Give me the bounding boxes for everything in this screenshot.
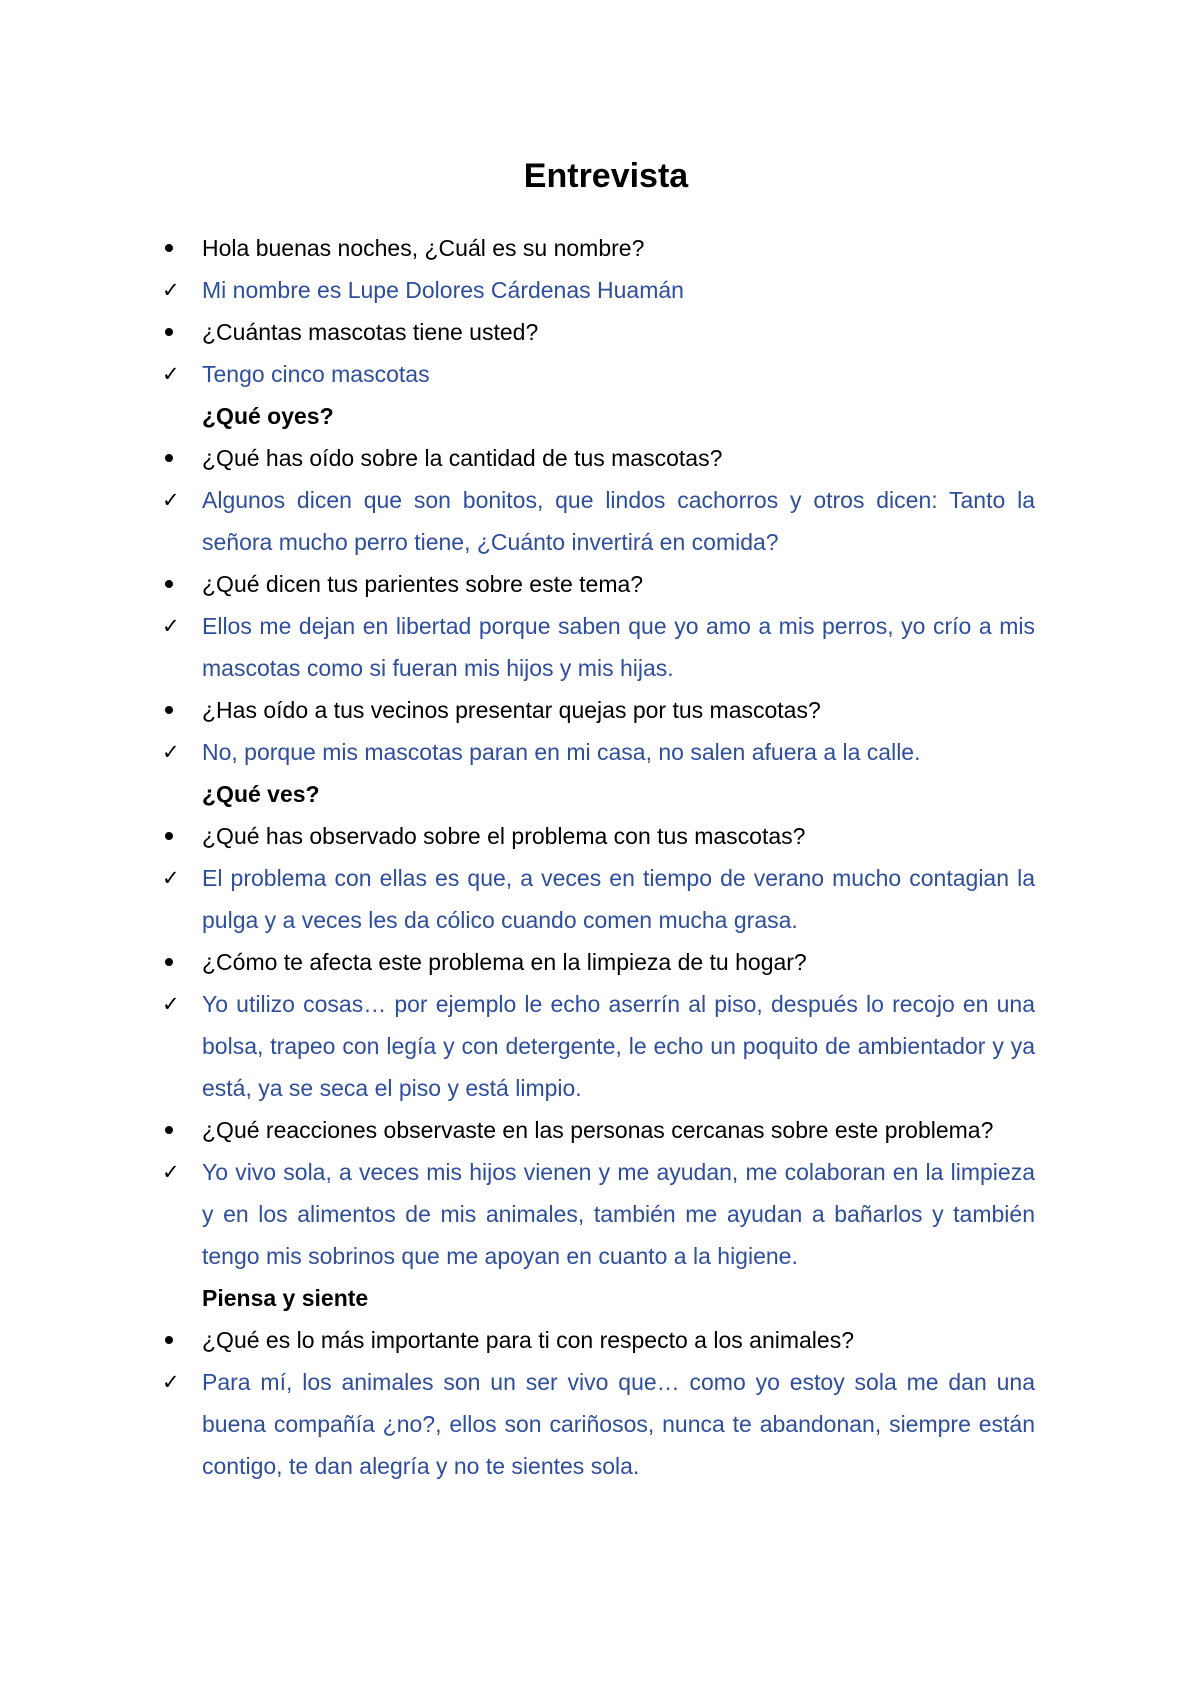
interview-question — [202, 227, 1035, 269]
bullet-icon — [164, 437, 188, 479]
interview-answer — [162, 731, 1035, 773]
item-text: ¿Qué has oído sobre la cantidad de tus mascotas? — [202, 445, 723, 471]
bullet-icon — [164, 227, 188, 269]
checkmark-icon: ✓ — [162, 1160, 180, 1184]
interview-answer — [162, 605, 1035, 689]
interview-question — [202, 815, 1035, 857]
bullet-icon — [164, 689, 188, 731]
interview-answer — [162, 479, 1035, 563]
interview-question — [202, 311, 1035, 353]
item-text: El problema con ellas es que, a veces en tiempo de verano mucho contagian la pulga y a veces les da cólico cuando comen mucha grasa. — [202, 865, 1035, 933]
item-text: ¿Cómo te afecta este problema en la limpieza de tu hogar? — [202, 949, 807, 975]
item-text: Tengo cinco mascotas — [202, 361, 430, 387]
interview-question — [202, 1319, 1035, 1361]
interview-answer — [162, 353, 1035, 395]
interview-list — [162, 227, 1035, 1487]
item-text: ¿Qué ves? — [202, 781, 320, 807]
interview-answer — [162, 1361, 1035, 1487]
item-text: Algunos dicen que son bonitos, que lindos cachorros y otros dicen: Tanto la señora mucho perro tiene, ¿Cuánto invertirá en comida? — [202, 487, 1035, 555]
checkmark-icon: ✓ — [162, 488, 180, 512]
checkmark-icon: ✓ — [162, 362, 180, 386]
item-text: Hola buenas noches, ¿Cuál es su nombre? — [202, 235, 645, 261]
interview-answer — [162, 269, 1035, 311]
section-heading — [202, 1277, 1035, 1319]
item-text: ¿Qué dicen tus parientes sobre este tema? — [202, 571, 644, 597]
document-title: Entrevista — [523, 157, 689, 195]
item-text: ¿Qué has observado sobre el problema con tus mascotas? — [202, 823, 806, 849]
bullet-icon — [164, 1319, 188, 1361]
item-text: ¿Has oído a tus vecinos presentar quejas por tus mascotas? — [202, 697, 821, 723]
bullet-icon — [164, 941, 188, 983]
bullet-icon — [164, 311, 188, 353]
item-text: Yo utilizo cosas… por ejemplo le echo aserrín al piso, después lo recojo en una bolsa, trapeo con legía y con detergente, le echo un poquito de ambientador y ya está, ya se seca el piso y está limpio. — [202, 991, 1035, 1101]
interview-question — [202, 563, 1035, 605]
item-text: Yo vivo sola, a veces mis hijos vienen y me ayudan, me colaboran en la limpieza y en los alimentos de mis animales, también me ayudan a bañarlos y también tengo mis sobrinos que me apoyan en cuanto a la higiene. — [202, 1159, 1035, 1269]
checkmark-icon: ✓ — [162, 278, 180, 302]
item-text: Para mí, los animales son un ser vivo que… como yo estoy sola me dan una buena compañía ¿no?, ellos son cariñosos, nunca te abandonan, siempre están contigo, te dan alegría y no te sientes sola. — [202, 1369, 1035, 1479]
bullet-icon — [164, 563, 188, 605]
bullet-icon — [164, 1109, 188, 1151]
section-heading — [202, 773, 1035, 815]
item-text: ¿Cuántas mascotas tiene usted? — [202, 319, 539, 345]
item-text: Mi nombre es Lupe Dolores Cárdenas Huamán — [202, 277, 684, 303]
interview-question — [202, 437, 1035, 479]
item-text: ¿Qué oyes? — [202, 403, 334, 429]
item-text: Piensa y siente — [202, 1285, 369, 1311]
item-text: Ellos me dejan en libertad porque saben que yo amo a mis perros, yo crío a mis mascotas como si fueran mis hijos y mis hijas. — [202, 613, 1035, 681]
checkmark-icon: ✓ — [162, 614, 180, 638]
checkmark-icon: ✓ — [162, 992, 180, 1016]
interview-answer — [162, 1151, 1035, 1277]
bullet-icon — [164, 815, 188, 857]
checkmark-icon: ✓ — [162, 740, 180, 764]
interview-answer — [162, 983, 1035, 1109]
interview-question — [202, 941, 1035, 983]
interview-question — [202, 689, 1035, 731]
checkmark-icon: ✓ — [162, 1370, 180, 1394]
checkmark-icon: ✓ — [162, 866, 180, 890]
item-text: ¿Qué es lo más importante para ti con respecto a los animales? — [202, 1327, 854, 1353]
interview-question — [202, 1109, 1035, 1151]
interview-answer — [162, 857, 1035, 941]
item-text: ¿Qué reacciones observaste en las personas cercanas sobre este problema? — [202, 1117, 994, 1143]
section-heading — [202, 395, 1035, 437]
item-text: No, porque mis mascotas paran en mi casa, no salen afuera a la calle. — [202, 739, 921, 765]
